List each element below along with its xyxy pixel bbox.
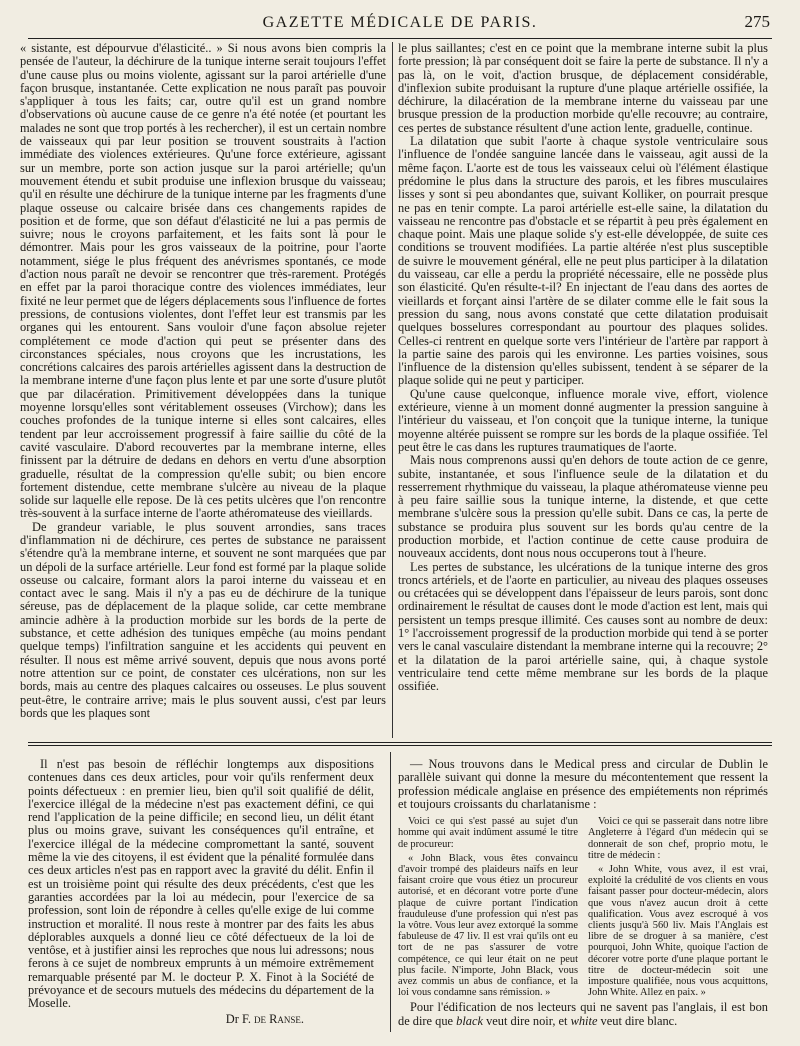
quote-intro: Voici ce qui se passerait dans notre libre Angleterre à l'égard d'un médecin qui se donnerait de son chef, proprio motu, le titre de médecin : [588, 816, 768, 861]
paragraph: La dilatation que subit l'aorte à chaque systole ventriculaire sous l'influence de l'ondée sanguine lancée dans le vaisseau, agit aussi de la même façon. L'aorte est de tous les vaisseaux celui où l'élément élastique prédomine le plus dans la structure des parois, et les fibres musculaires lisses y sont si peu abondantes que, suivant Kolliker, on pourrait presque ne pas en tenir compte. La paroi artérielle est-elle saine, la dilatation du vaisseau ne rencontre pas d'obstacle et se répartit à peu près également en chaque point. Mais une plaque solide s'y est-elle développée, de suite ces conditions se trouvent modifiées. La partie altérée n'est plus susceptible de suivre le mouvement général, elle ne peut plus participer à la dilatation du vaisseau, car elle a perdu la propriété nécessaire, elle ne possède plus son élasticité. Qu'en résulte-t-il? En injectant de l'eau dans des aortes de vieillards et forçant ainsi l'artère de se dilater comme elle le fait sous la pression du sang, nous avons constaté que cette dilatation produisait quelques bosselures correspondant au pourtour des plaques solides. Celles-ci rentrent en quelque sorte vers l'intérieur de l'artère par rapport à la partie saine des parois qui les environne. Les parties voisines, sous l'influence de la distension qu'elles subissent, tendent à se séparer de la plaque solide qui ne peut y participer. [398, 134, 768, 388]
word-black: black [456, 1013, 483, 1028]
column-divider [392, 42, 393, 738]
paragraph: Mais nous comprenons aussi qu'en dehors de toute action de ce genre, subite, instantanée, et sous l'influence seule de la dilatation et du resserrement rhythmique du vaisseau, la plaque athéromateuse vienne peu à peu faire saillie sous la tunique interne, la distende, et que cette membrane s'ulcère sous la pression qu'elle subit. Dans ce cas, la perte de substance se produira plus souvent sur les bords qu'au centre de la production morbide, et l'action continue de cette cause produira de nouveaux accidents, dont nous nous occuperons tout à l'heure. [398, 453, 768, 561]
word-white: white [570, 1013, 598, 1028]
closing-paragraph [398, 1001, 768, 1028]
top-right-column [398, 42, 768, 738]
signature-name: de Ranse. [254, 1011, 304, 1026]
closing-text: veut dire noir, et [483, 1013, 571, 1028]
article-text: Il n'est pas besoin de réfléchir longtemps aux dispositions contenues dans ces deux articles, pour voir qu'ils renferment deux points défectueux : en premier lieu, bien qu'il soit qualifié de délit, l'exercice illégal de la médecine n'est pas exactement défini, ce qui rend l'application de la peine difficile; en second lieu, un délit étant plus ou moins grave, suivant les conséquences qu'il entraîne, et l'exercice illégal de la médecine compromettant la santé, souvent même la vie des citoyens, il est évident que la pénalité formulée dans ces deux articles n'est pas en rapport avec la gravité du délit. Enfin il est un troisième point qui résulte des deux précédents, c'est que les garanties accordées par la loi au médecin, pour l'exercice de sa profession, sont loin de répondre à celles qu'elle exige de lui comme instruction et moralité. Il nous reste à montrer par des faits les abus déplorables auxquels a donné lieu ce côté défectueux de la loi de ventôse, et à justifier ainsi les reproches que nous lui adressons; nous ferons à ce sujet de nombreux emprunts à un mémoire extrêmement remarquable présenté par M. le docteur P. X. Finot à la Société de prévoyance et de secours mutuels des médecins du département de la Moselle. [28, 758, 374, 1011]
closing-text: veut dire blanc. [597, 1013, 678, 1028]
section-rule [28, 742, 772, 743]
column-divider-bottom [390, 752, 391, 1032]
paragraph: « sistante, est dépourvue d'élasticité.. » Si nous avons bien compris la pensée de l'auteur, la déchirure de la tunique interne serait toujours l'effet d'une cause plus ou moins violente, agissant sur la paroi artérielle d'une façon brusque, instantanée. Cette explication ne nous paraît pas pouvoir s'appliquer à tous les faits; car, outre qu'il est un grand nombre d'observations où aucune cause de ce genre n'a été notée (et pourtant les malades ne sont que trop portés à les rechercher), il est un certain nombre de vaisseaux qui par leur position se trouvent soustraits à l'action immédiate des violences extérieures. Qu'une force extérieure, agissant sur un membre, porte son action jusque sur la paroi artérielle; qu'un mouvement étendu et subit produise une inflexion brusque du vaisseau; qu'il en résulte une déchirure de la tunique interne par les fragments d'une plaque osseuse ou calcaire brisée dans ces changements rapides de position et de forme, que son défaut d'élasticité ne lui a pas permis de suivre; nous le croyons parfaitement, et les faits sont là pour le démontrer. Mais pour les gros vaisseaux de la poitrine, pour l'aorte notamment, siége le plus fréquent des anévrismes spontanés, ce mode d'action nous paraît ne devoir se rencontrer que très-rarement. Protégés en effet par la paroi thoracique contre des violences immédiates, leur fixité ne leur permet que de légers déplacements sous l'influence de fortes pressions, de contusions violentes, dont l'effet leur est transmis par les organes qui les entourent. Sans vouloir d'une façon absolue rejeter complétement ce mode d'action qui peut se présenter dans des circonstances spéciales, nous croyons que les incrustations, les concrétions calcaires des parois artérielles agissent dans la destruction de la membrane interne d'une façon plus lente et par une sorte d'usure plutôt que par dilacération. Primitivement développées dans la tunique moyenne lorsqu'elles sont véritablement osseuses (Virchow); dans les couches profondes de la tunique interne si elles sont calcaires, elles tendent par leur accroissement progressif à faire saillie du côté de la cavité vasculaire. D'abord recouvertes par la membrane interne, elles finissent par la détruire de dedans en dehors en vertu d'une absorption graduelle, résultat de la compression qu'elle subit; ou bien encore fortement distendue, cette membrane s'ulcère au niveau de la plaque solide sur laquelle elle repose. De là ces petits ulcères que l'on rencontre très-souvent à la surface interne de l'aorte athéromateuse des vieillards. [20, 42, 386, 521]
signature-prefix: Dr F. [225, 1011, 255, 1026]
top-left-column [20, 42, 386, 738]
section-rule-double [28, 745, 772, 746]
author-signature [28, 1013, 374, 1026]
page-header [28, 10, 772, 36]
journal-title: GAZETTE MÉDICALE DE PARIS. [262, 14, 538, 31]
paragraph: le plus saillantes; c'est en ce point que la membrane interne subit la plus forte pression; là par conséquent doit se faire la perte de substance. Il n'y a pas là, on le voit, d'action brusque, de déplacement considérable, d'inflexion subite produisant la rupture d'une plaque artérielle ossifiée, la déchirure, la dilacération de la membrane interne du vaisseau par une brusque pression de la production morbide qu'elle recouvre; au contraire, ces pertes de substance résultent d'une action lente, graduelle, continue. [398, 42, 768, 135]
quote-medecin [588, 816, 768, 1001]
quote-intro: Voici ce qui s'est passé au sujet d'un homme qui avait indûment assumé le titre de procureur: [398, 816, 578, 850]
quote-text: « John White, vous avez, il est vrai, exploité la crédulité de vos clients en vous faisant passer pour docteur-médecin, alors que vous n'avez aucun droit à cette qualification. Vous avez escroqué à vos clients jusqu'à 560 liv. Mais l'Anglais est libre de se droguer à sa manière, c'est pourquoi, John White, quoique l'action de décorer votre porte d'une plaque portant le titre de docteur-médecin soit une imposture qualifiée, nous vous acquittons, John White. Allez en paix. » [588, 864, 768, 999]
quote-text: « John Black, vous êtes convaincu d'avoir trompé des plaideurs naïfs en leur faisant croire que vous étiez un procureur autorisé, et en décorant votre porte d'une plaque de cuivre portant l'indication frauduleuse d'une profession qui n'est pas la vôtre. Vous leur avez extorqué la somme fabuleuse de 47 liv. Il est vrai qu'ils ont eu tort de ne pas s'assurer de votre compétence, ce qui leur était on ne peut plus facile. N'importe, John Black, vous avez commis un abus de confiance, et la loi vous condamne sans rémission. » [398, 852, 578, 999]
paragraph: Les pertes de substance, les ulcérations de la tunique interne des gros troncs artériels, et de l'aorte en particulier, au niveau des plaques osseuses ou crétacées qui se développent dans l'épaisseur de leurs parois, sont donc ordinairement le résultat de causes dont le mode d'action est lent, mais qui persistent un temps presque illimité. Ces causes sont au nombre de deux: 1° l'accroissement progressif de la production morbide qui tend à se porter vers le canal vasculaire distendant la membrane interne qui la recouvre; 2° et la dilatation de la paroi artérielle saine, qui, à chaque systole ventriculaire tend cette même membrane sur les bords de la plaque ossifiée. [398, 559, 768, 694]
quote-procureur [398, 816, 578, 1001]
header-rule [28, 38, 772, 39]
paragraph: De grandeur variable, le plus souvent arrondies, sans traces d'inflammation ni de déchirure, ces pertes de substance ne paraissent s'étendre qu'à la membrane interne, et souvent ne sont marquées que par un dépoli de la surface artérielle. Leur fond est formé par la plaque solide osseuse ou calcaire, formant alors la paroi interne du vaisseau et en contact avec le sang. Mais il n'y a pas eu de déchirure de la tunique séreuse, pas de déplacement de la plaque solide, car cette membrane amincie adhère à la production morbide sur les bords de la perte de substance, et cette adhésion des tuniques empêche (au moins pendant quelque temps) l'infiltration sanguine et les accidents qui peuvent en résulter. Il nous est même arrivé souvent, depuis que nous avons porté notre attention sur ce point, de constater ces ulcérations, non sur les bords, mais au centre des plaques calcaires ou osseuses. Le plus souvent peut-être, le contraire arrive; mais le plus souvent aussi, c'est par leurs bords que les plaques sont [20, 519, 386, 720]
intro-paragraph: — Nous trouvons dans le Medical press and circular de Dublin le parallèle suivant qui donne la mesure du mécontentement que ressent la profession médicale anglaise en présence des empiétements non réprimés et toujours croissants du charlatanisme : [398, 758, 768, 811]
closing-text: Pour l'édification de nos lecteurs qui ne savent pas l'anglais, il est bon de dire que [398, 1000, 768, 1028]
comparison-quotes [398, 816, 768, 1001]
paragraph: Qu'une cause quelconque, influence morale vive, effort, violence extérieure, vienne à un moment donné augmenter la pression sanguine à l'intérieur du vaisseau, et l'on conçoit que la tunique interne, la tunique moyenne altérée puissent se rompre sur les bords de la plaque ossifiée. Tel peut être le cas dans les ruptures traumatiques de l'aorte. [398, 386, 768, 454]
bottom-left-column [28, 758, 374, 1028]
page-number: 275 [744, 12, 770, 31]
bottom-right-column [398, 758, 768, 1030]
